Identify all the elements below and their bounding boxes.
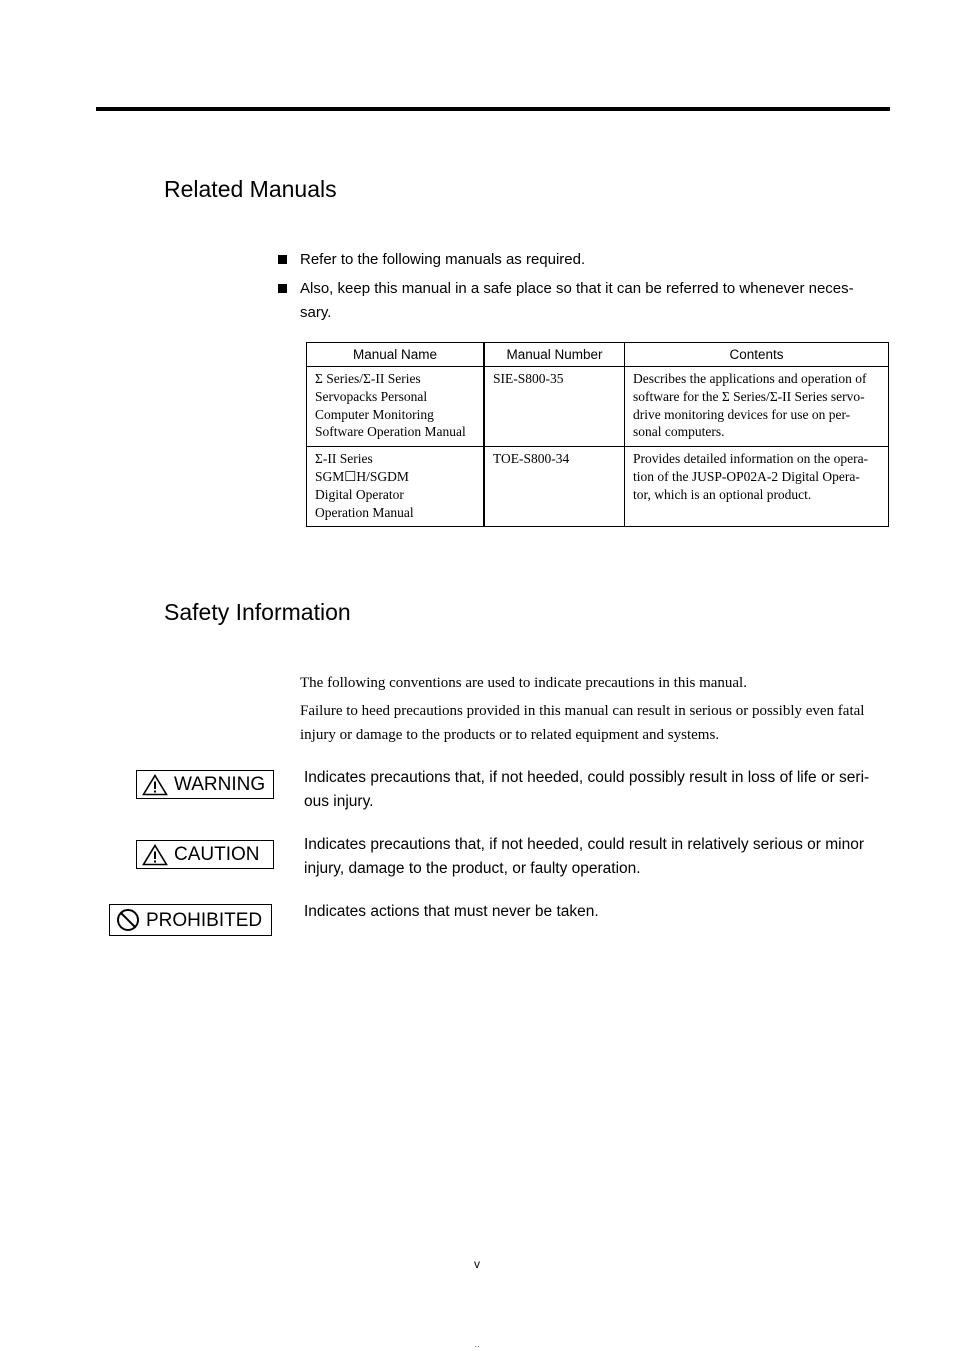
table-header-row [307,343,889,367]
cell-manual-name: Σ Series/Σ-II Series Servopacks Personal Computer Monitoring Software Operation Manual [307,367,485,447]
table-row [307,367,889,447]
page-number: v [474,1257,480,1271]
table-row [307,447,889,527]
square-bullet-icon [278,255,287,264]
signal-label: PROHIBITED [146,909,263,931]
square-bullet-icon [278,284,287,293]
cell-manual-name: Σ-II Series SGM☐H/SGDM Digital Operator Operation Manual [307,447,485,527]
cell-contents: Describes the applications and operation of software for the Σ Series/Σ-II Series servo- drive monitoring devices for use on per- sonal computers. [625,367,889,447]
prohibited-circle-icon [116,908,140,932]
bullet-item: Also, keep this manual in a safe place so that it can be referred to whenever neces- sary. [277,277,891,325]
related-manuals-table [306,342,889,527]
cell-manual-number: TOE-S800-34 [484,447,625,527]
page-mark: .. [474,1339,480,1349]
caution-signal-box [136,840,274,869]
warning-description: Indicates precautions that, if not heeded, could possibly result in loss of life or seri- ous injury. [304,769,870,810]
intro-paragraph: Failure to heed precautions provided in this manual can result in serious or possibly even fatal injury or damage to the products or to related equipment and systems. [300,703,865,743]
prohibited-description: Indicates actions that must never be taken. [304,903,599,920]
prohibited-signal-box [109,904,272,936]
warning-signal-box [136,770,274,799]
cell-manual-number: SIE-S800-35 [484,367,625,447]
bullet-item: Refer to the following manuals as required. [277,248,891,272]
top-rule [96,107,890,111]
intro-paragraph: The following conventions are used to indicate precautions in this manual. [300,675,747,691]
header-manual-name: Manual Name [307,343,485,367]
bullet-list [277,248,891,330]
header-manual-number: Manual Number [484,343,625,367]
header-contents: Contents [625,343,889,367]
signal-label: WARNING [174,774,266,795]
section-title-related-manuals: Related Manuals [164,176,337,202]
caution-description: Indicates precautions that, if not heeded, could result in relatively serious or minor injury, damage to the product, or faulty operation. [304,836,865,877]
section-title-safety-information: Safety Information [164,599,351,625]
cell-contents: Provides detailed information on the opera- tion of the JUSP-OP02A-2 Digital Opera- tor, which is an optional product. [625,447,889,527]
warning-triangle-icon [142,774,168,796]
signal-label: CAUTION [174,844,260,865]
warning-triangle-icon [142,844,168,866]
